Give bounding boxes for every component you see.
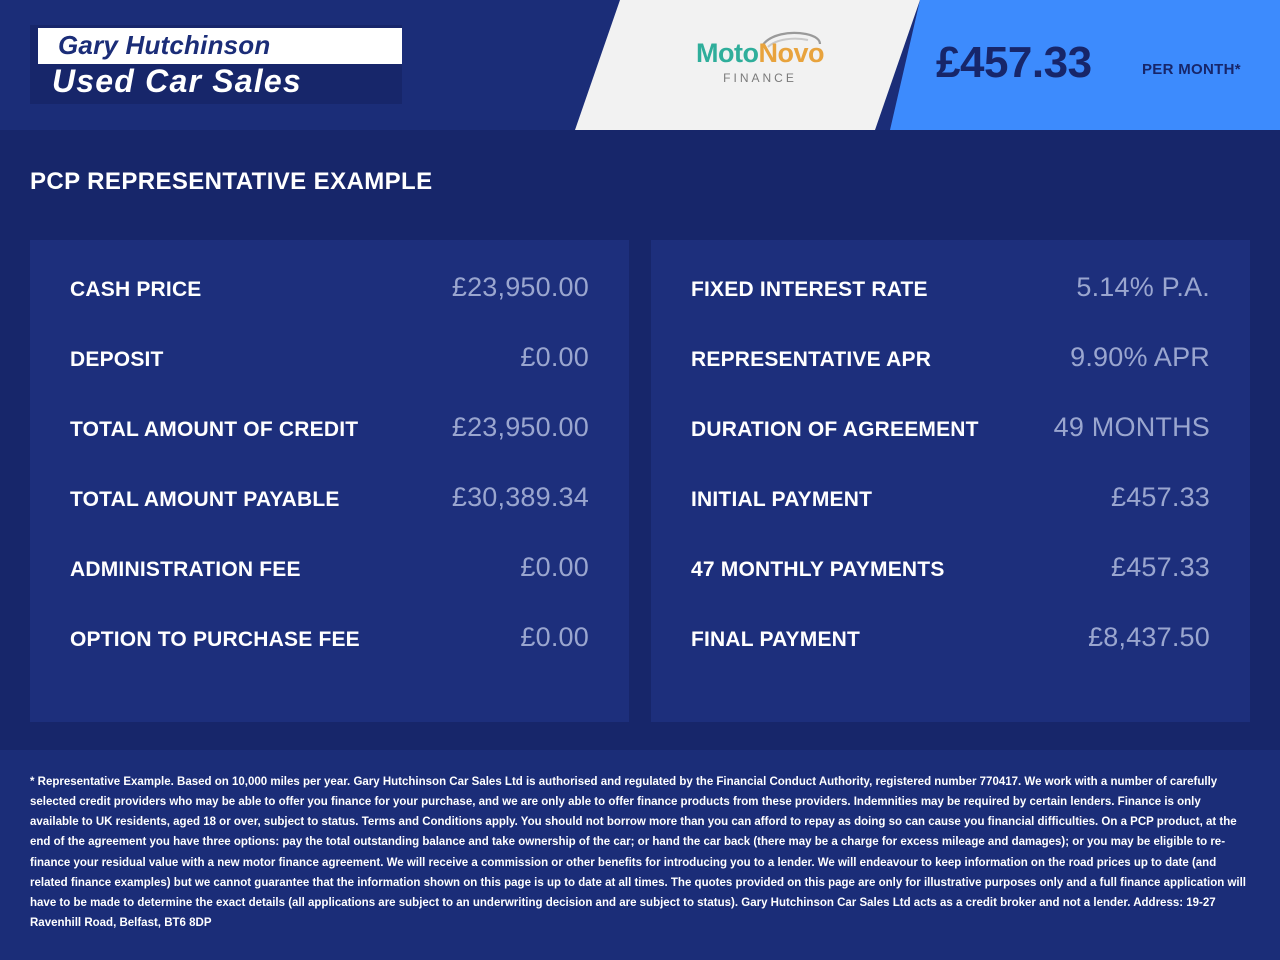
table-row <box>70 342 589 412</box>
row-value: £457.33 <box>1111 552 1210 582</box>
row-label: ADMINISTRATION FEE <box>70 558 301 581</box>
page-header <box>0 0 1280 130</box>
table-row <box>691 272 1210 342</box>
table-row <box>691 412 1210 482</box>
lender-logo <box>680 40 840 85</box>
monthly-price-period: PER MONTH* <box>1142 61 1241 78</box>
row-value: 5.14% P.A. <box>1076 272 1210 302</box>
row-value: £0.00 <box>520 622 589 652</box>
dealer-logo <box>30 25 402 104</box>
table-row <box>691 482 1210 552</box>
table-row <box>70 272 589 342</box>
table-row <box>691 622 1210 692</box>
row-label: DEPOSIT <box>70 348 164 371</box>
row-label: TOTAL AMOUNT OF CREDIT <box>70 418 359 441</box>
finance-panel-right <box>651 240 1250 722</box>
finance-panel-left <box>30 240 629 722</box>
lender-wordmark <box>680 40 840 67</box>
row-label: FINAL PAYMENT <box>691 628 861 651</box>
lender-subtitle: FINANCE <box>723 71 797 85</box>
row-label: INITIAL PAYMENT <box>691 488 873 511</box>
row-value: £30,389.34 <box>451 482 589 512</box>
monthly-price-amount: £457.33 <box>936 38 1092 87</box>
row-label: 47 MONTHLY PAYMENTS <box>691 558 945 581</box>
row-value: £23,950.00 <box>451 412 589 442</box>
row-label: FIXED INTEREST RATE <box>691 278 928 301</box>
table-row <box>70 482 589 552</box>
row-label: TOTAL AMOUNT PAYABLE <box>70 488 340 511</box>
page-title: PCP REPRESENTATIVE EXAMPLE <box>30 168 433 195</box>
row-value: 9.90% APR <box>1070 342 1210 372</box>
dealer-name-line2: Used Car Sales <box>52 63 302 99</box>
row-label: OPTION TO PURCHASE FEE <box>70 628 360 651</box>
main-content <box>0 130 1280 750</box>
row-value: £23,950.00 <box>451 272 589 302</box>
table-row <box>691 552 1210 622</box>
row-label: CASH PRICE <box>70 278 202 301</box>
row-label: REPRESENTATIVE APR <box>691 348 932 371</box>
table-row <box>70 622 589 692</box>
lender-name-part2: Novo <box>758 38 824 68</box>
table-row <box>70 412 589 482</box>
lender-name-part1: Moto <box>696 38 759 68</box>
dealer-name-line1: Gary Hutchinson <box>58 30 271 60</box>
row-value: £8,437.50 <box>1088 622 1210 652</box>
row-value: £457.33 <box>1111 482 1210 512</box>
row-value: 49 MONTHS <box>1053 412 1210 442</box>
row-value: £0.00 <box>520 552 589 582</box>
row-value: £0.00 <box>520 342 589 372</box>
disclaimer-text: * Representative Example. Based on 10,000 miles per year. Gary Hutchinson Car Sales Ltd is authorised and regulated by the Financial Conduct Authority, registered number 770417. We work with a number of carefully selected credit providers who may be able to offer you finance for your purchase, and we are only able to offer finance products from these providers. Indemnities may be required by certain lenders. Finance is only available to UK residents, aged 18 or over, subject to status. Terms and Conditions apply. You should not borrow more than you can afford to repay as doing so can cause you financial difficulties. On a PCP product, at the end of the agreement you have three options: pay the total outstanding balance and take ownership of the car; or hand the car back (there may be a charge for excess mileage and damages); or you may be eligible to re-finance your residual value with a new motor finance agreement. We will receive a commission or other benefits for introducing you to a lender. We will endeavour to keep information on the road prices up to date (and related finance examples) but we cannot guarantee that the information shown on this page is up to date at all times. The quotes provided on this page are only for illustrative purposes only and a full finance application will have to be made to determine the exact details (all applications are subject to an underwriting decision and are subject to status). Gary Hutchinson Car Sales Ltd acts as a credit broker and not a lender. Address: 19-27 Ravenhill Road, Belfast, BT6 8DP <box>30 776 1247 929</box>
row-label: DURATION OF AGREEMENT <box>691 418 979 441</box>
table-row <box>691 342 1210 412</box>
table-row <box>70 552 589 622</box>
finance-details-panels <box>30 240 1250 722</box>
footer-disclaimer-area <box>0 750 1280 960</box>
